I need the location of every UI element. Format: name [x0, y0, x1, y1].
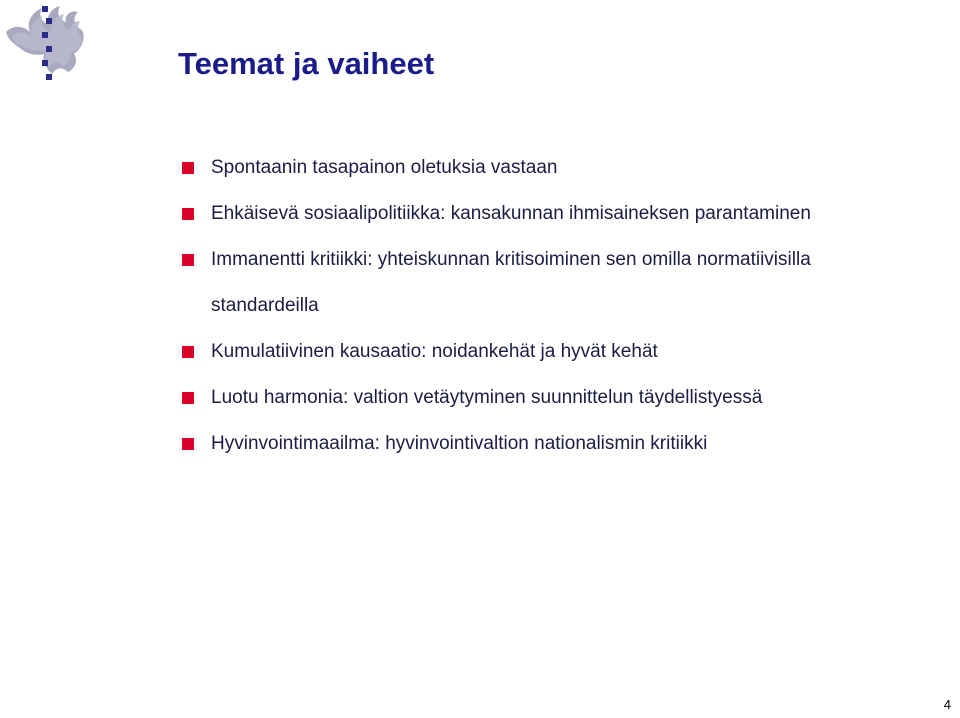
bullet-item: [182, 329, 952, 375]
bullet-text: Kumulatiivinen kausaatio: noidankehät ja hyvät kehät: [211, 341, 658, 362]
bullet-text: Ehkäisevä sosiaalipolitiikka: kansakunnan ihmisaineksen parantaminen: [211, 203, 811, 224]
bullet-item: [182, 191, 952, 237]
bullet-square-icon: [182, 438, 194, 450]
bullet-text-continuation: standardeilla: [211, 295, 319, 316]
university-flame-logo-icon: [2, 2, 88, 86]
bullet-text: Hyvinvointimaailma: hyvinvointivaltion nationalismin kritiikki: [211, 433, 708, 454]
slide-title: Teemat ja vaiheet: [178, 46, 435, 81]
bullet-item: [182, 237, 952, 329]
bullet-item: [182, 375, 952, 421]
page-number: 4: [943, 697, 951, 712]
bullet-item: [182, 421, 952, 467]
bullet-text: Spontaanin tasapainon oletuksia vastaan: [211, 157, 558, 178]
bullet-square-icon: [182, 208, 194, 220]
bullet-text: Luotu harmonia: valtion vetäytyminen suunnittelun täydellistyessä: [211, 387, 763, 408]
bullet-square-icon: [182, 254, 194, 266]
bullet-square-icon: [182, 346, 194, 358]
bullet-item: [182, 145, 952, 191]
bullet-list: [182, 145, 952, 467]
bullet-text: Immanentti kritiikki: yhteiskunnan kritisoiminen sen omilla normatiivisilla: [211, 249, 811, 270]
bullet-square-icon: [182, 162, 194, 174]
bullet-square-icon: [182, 392, 194, 404]
